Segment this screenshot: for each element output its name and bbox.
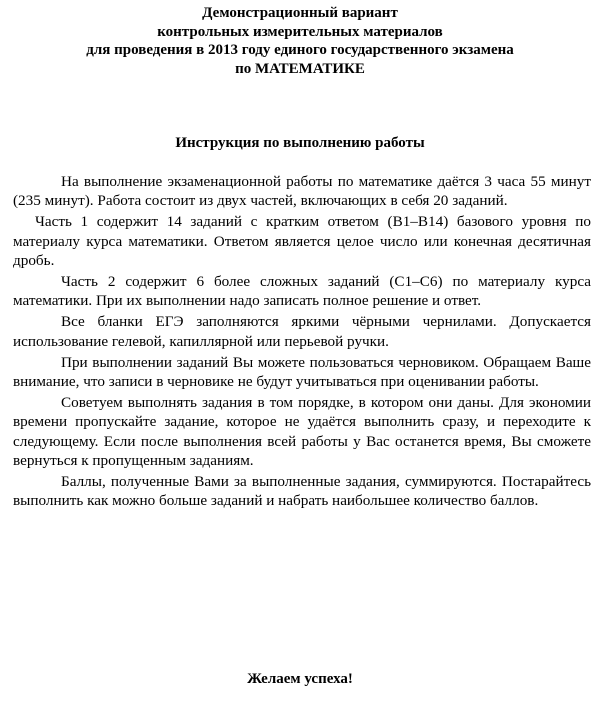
instructions-heading: Инструкция по выполнению работы: [175, 135, 425, 151]
title-line-1: Демонстрационный вариант: [202, 5, 398, 21]
title-line-4: по МАТЕМАТИКЕ: [235, 60, 365, 77]
paragraph-points: Баллы, полученные Вами за выполненные задания, суммируются. Постарайтесь выполнить как можно больше заданий и набрать наибольшее количество баллов.: [13, 473, 591, 510]
paragraph-draft: При выполнении заданий Вы можете пользоваться черновиком. Обращаем Ваше внимание, что записи в черновике не будут учитываться при оценивании работы.: [13, 353, 591, 391]
paragraph-forms: Все бланки ЕГЭ заполняются яркими чёрными чернилами. Допускается использование гелевой, капиллярной или перьевой ручки.: [13, 313, 591, 350]
instructions-body: [13, 172, 591, 512]
paragraph-part-1: Часть 1 содержит 14 заданий с кратким ответом (B1–B14) базового уровня по материалу курса математики. Ответом является целое число или конечная десятичная дробь.: [13, 213, 591, 269]
document-title: [0, 4, 600, 78]
title-line-3: для проведения в 2013 году единого государственного экзамена: [86, 42, 514, 58]
paragraph-advice: Советуем выполнять задания в том порядке, в котором они даны. Для экономии времени пропускайте задание, которое не удаётся выполнить сразу, и переходите к следующему. Если после выполнения всей работы у Вас останется время, Вы сможете вернуться к пропущенным заданиям.: [13, 394, 591, 469]
paragraph-part-2: Часть 2 содержит 6 более сложных заданий (C1–C6) по материалу курса математики. При их выполнении надо записать полное решение и ответ.: [13, 273, 591, 310]
title-line-2: контрольных измерительных материалов: [157, 23, 443, 40]
paragraph-duration: На выполнение экзаменационной работы по математике даётся 3 часа 55 минут (235 минут). Работа состоит из двух частей, включающих в себя 20 заданий.: [13, 173, 591, 210]
closing-wish: Желаем успеха!: [247, 671, 353, 687]
